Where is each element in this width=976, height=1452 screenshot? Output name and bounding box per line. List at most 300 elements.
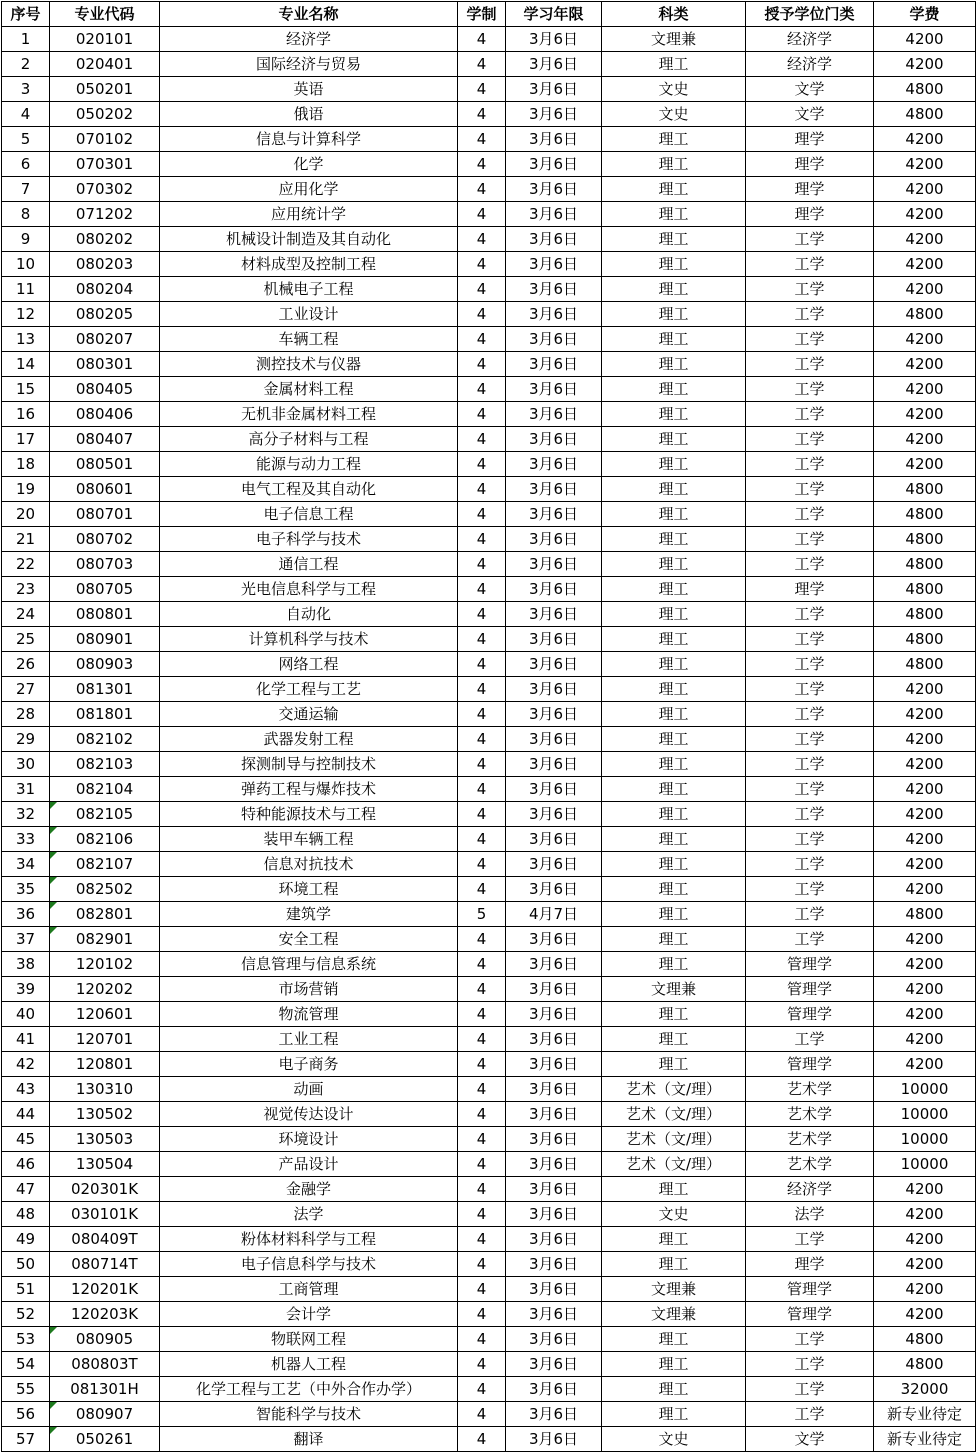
cell-degree: 文学 bbox=[746, 102, 874, 127]
cell-category: 理工 bbox=[602, 877, 746, 902]
cell-name: 工商管理 bbox=[160, 1277, 458, 1302]
cell-fee: 4200 bbox=[874, 127, 976, 152]
cell-code: 120202 bbox=[50, 977, 160, 1002]
cell-category: 理工 bbox=[602, 752, 746, 777]
table-row bbox=[2, 527, 976, 552]
table-row bbox=[2, 1352, 976, 1377]
cell-years: 4 bbox=[458, 927, 506, 952]
cell-name: 环境工程 bbox=[160, 877, 458, 902]
cell-years: 4 bbox=[458, 302, 506, 327]
table-row bbox=[2, 1027, 976, 1052]
cell-code: 120701 bbox=[50, 1027, 160, 1052]
cell-span: 4月7日 bbox=[506, 902, 602, 927]
table-row bbox=[2, 1252, 976, 1277]
cell-no: 27 bbox=[2, 677, 50, 702]
header-fee: 学费 bbox=[874, 2, 976, 27]
cell-name: 金属材料工程 bbox=[160, 377, 458, 402]
cell-no: 35 bbox=[2, 877, 50, 902]
cell-no: 16 bbox=[2, 402, 50, 427]
cell-span: 3月6日 bbox=[506, 327, 602, 352]
cell-code: 130503 bbox=[50, 1127, 160, 1152]
cell-degree: 理学 bbox=[746, 1252, 874, 1277]
table-row bbox=[2, 1127, 976, 1152]
cell-years: 4 bbox=[458, 527, 506, 552]
cell-span: 3月6日 bbox=[506, 127, 602, 152]
cell-no: 28 bbox=[2, 702, 50, 727]
header-years: 学制 bbox=[458, 2, 506, 27]
cell-span: 3月6日 bbox=[506, 1277, 602, 1302]
cell-category: 理工 bbox=[602, 177, 746, 202]
table-row bbox=[2, 52, 976, 77]
cell-span: 3月6日 bbox=[506, 1377, 602, 1402]
cell-fee: 10000 bbox=[874, 1102, 976, 1127]
table-row bbox=[2, 577, 976, 602]
cell-degree: 工学 bbox=[746, 702, 874, 727]
cell-fee: 4800 bbox=[874, 77, 976, 102]
cell-no: 32 bbox=[2, 802, 50, 827]
cell-category: 理工 bbox=[602, 602, 746, 627]
cell-span: 3月6日 bbox=[506, 802, 602, 827]
cell-no: 19 bbox=[2, 477, 50, 502]
cell-years: 4 bbox=[458, 1352, 506, 1377]
cell-code: 080409T bbox=[50, 1227, 160, 1252]
cell-code: 082502 bbox=[50, 877, 160, 902]
cell-degree: 文学 bbox=[746, 77, 874, 102]
cell-no: 7 bbox=[2, 177, 50, 202]
cell-degree: 工学 bbox=[746, 677, 874, 702]
cell-code: 070301 bbox=[50, 152, 160, 177]
cell-fee: 4800 bbox=[874, 652, 976, 677]
cell-category: 理工 bbox=[602, 1377, 746, 1402]
cell-no: 4 bbox=[2, 102, 50, 127]
cell-span: 3月6日 bbox=[506, 377, 602, 402]
cell-code: 070102 bbox=[50, 127, 160, 152]
cell-fee: 4200 bbox=[874, 52, 976, 77]
cell-code: 080205 bbox=[50, 302, 160, 327]
cell-span: 3月6日 bbox=[506, 1052, 602, 1077]
table-row bbox=[2, 1402, 976, 1427]
cell-name: 通信工程 bbox=[160, 552, 458, 577]
cell-code: 082801 bbox=[50, 902, 160, 927]
table-row bbox=[2, 402, 976, 427]
cell-span: 3月6日 bbox=[506, 627, 602, 652]
table-row bbox=[2, 327, 976, 352]
cell-no: 1 bbox=[2, 27, 50, 52]
cell-no: 11 bbox=[2, 277, 50, 302]
cell-years: 4 bbox=[458, 802, 506, 827]
cell-fee: 4200 bbox=[874, 802, 976, 827]
cell-fee: 4200 bbox=[874, 177, 976, 202]
cell-fee: 4200 bbox=[874, 1002, 976, 1027]
cell-name: 化学工程与工艺 bbox=[160, 677, 458, 702]
cell-code: 080405 bbox=[50, 377, 160, 402]
cell-category: 理工 bbox=[602, 802, 746, 827]
cell-span: 3月6日 bbox=[506, 352, 602, 377]
cell-no: 38 bbox=[2, 952, 50, 977]
cell-degree: 工学 bbox=[746, 552, 874, 577]
cell-years: 4 bbox=[458, 327, 506, 352]
cell-category: 理工 bbox=[602, 402, 746, 427]
cell-code: 130310 bbox=[50, 1077, 160, 1102]
cell-category: 文史 bbox=[602, 1427, 746, 1452]
cell-code: 050261 bbox=[50, 1427, 160, 1452]
cell-span: 3月6日 bbox=[506, 1252, 602, 1277]
table-row bbox=[2, 152, 976, 177]
cell-years: 4 bbox=[458, 1227, 506, 1252]
cell-name: 工业设计 bbox=[160, 302, 458, 327]
cell-fee: 4200 bbox=[874, 702, 976, 727]
cell-years: 4 bbox=[458, 52, 506, 77]
cell-no: 50 bbox=[2, 1252, 50, 1277]
cell-fee: 4200 bbox=[874, 927, 976, 952]
cell-years: 4 bbox=[458, 877, 506, 902]
cell-name: 应用化学 bbox=[160, 177, 458, 202]
cell-degree: 艺术学 bbox=[746, 1077, 874, 1102]
table-row bbox=[2, 552, 976, 577]
cell-name: 特种能源技术与工程 bbox=[160, 802, 458, 827]
header-code: 专业代码 bbox=[50, 2, 160, 27]
cell-years: 4 bbox=[458, 1202, 506, 1227]
cell-name: 测控技术与仪器 bbox=[160, 352, 458, 377]
cell-code: 081301H bbox=[50, 1377, 160, 1402]
cell-fee: 4200 bbox=[874, 727, 976, 752]
cell-category: 理工 bbox=[602, 1252, 746, 1277]
cell-code: 120203K bbox=[50, 1302, 160, 1327]
cell-years: 4 bbox=[458, 552, 506, 577]
cell-name: 翻译 bbox=[160, 1427, 458, 1452]
cell-degree: 艺术学 bbox=[746, 1152, 874, 1177]
cell-degree: 工学 bbox=[746, 877, 874, 902]
cell-span: 3月6日 bbox=[506, 402, 602, 427]
cell-code: 080703 bbox=[50, 552, 160, 577]
cell-fee: 4200 bbox=[874, 852, 976, 877]
cell-span: 3月6日 bbox=[506, 1027, 602, 1052]
cell-no: 17 bbox=[2, 427, 50, 452]
cell-no: 56 bbox=[2, 1402, 50, 1427]
cell-category: 理工 bbox=[602, 652, 746, 677]
cell-code: 082106 bbox=[50, 827, 160, 852]
cell-span: 3月6日 bbox=[506, 677, 602, 702]
cell-fee: 4800 bbox=[874, 477, 976, 502]
cell-degree: 理学 bbox=[746, 127, 874, 152]
cell-name: 法学 bbox=[160, 1202, 458, 1227]
cell-code: 082104 bbox=[50, 777, 160, 802]
cell-span: 3月6日 bbox=[506, 477, 602, 502]
cell-code: 080714T bbox=[50, 1252, 160, 1277]
cell-degree: 工学 bbox=[746, 902, 874, 927]
cell-span: 3月6日 bbox=[506, 927, 602, 952]
cell-years: 4 bbox=[458, 1152, 506, 1177]
cell-years: 4 bbox=[458, 852, 506, 877]
cell-fee: 4200 bbox=[874, 377, 976, 402]
cell-name: 无机非金属材料工程 bbox=[160, 402, 458, 427]
cell-code: 080204 bbox=[50, 277, 160, 302]
cell-code: 080903 bbox=[50, 652, 160, 677]
cell-fee: 4800 bbox=[874, 577, 976, 602]
cell-category: 理工 bbox=[602, 1352, 746, 1377]
cell-fee: 4200 bbox=[874, 202, 976, 227]
cell-name: 英语 bbox=[160, 77, 458, 102]
cell-fee: 4200 bbox=[874, 427, 976, 452]
cell-span: 3月6日 bbox=[506, 552, 602, 577]
cell-category: 文史 bbox=[602, 77, 746, 102]
cell-name: 计算机科学与技术 bbox=[160, 627, 458, 652]
cell-name: 化学工程与工艺（中外合作办学） bbox=[160, 1377, 458, 1402]
cell-years: 4 bbox=[458, 827, 506, 852]
cell-years: 4 bbox=[458, 1177, 506, 1202]
cell-span: 3月6日 bbox=[506, 952, 602, 977]
cell-code: 020301K bbox=[50, 1177, 160, 1202]
cell-span: 3月6日 bbox=[506, 1152, 602, 1177]
table-row bbox=[2, 677, 976, 702]
cell-span: 3月6日 bbox=[506, 852, 602, 877]
cell-span: 3月6日 bbox=[506, 177, 602, 202]
cell-category: 理工 bbox=[602, 502, 746, 527]
table-row bbox=[2, 1327, 976, 1352]
table-row bbox=[2, 1002, 976, 1027]
cell-code: 050202 bbox=[50, 102, 160, 127]
cell-name: 装甲车辆工程 bbox=[160, 827, 458, 852]
cell-name: 应用统计学 bbox=[160, 202, 458, 227]
cell-years: 4 bbox=[458, 277, 506, 302]
cell-no: 57 bbox=[2, 1427, 50, 1452]
table-row bbox=[2, 952, 976, 977]
table-row bbox=[2, 852, 976, 877]
cell-degree: 工学 bbox=[746, 802, 874, 827]
cell-name: 动画 bbox=[160, 1077, 458, 1102]
cell-category: 文史 bbox=[602, 1202, 746, 1227]
table-row bbox=[2, 727, 976, 752]
cell-no: 13 bbox=[2, 327, 50, 352]
table-row bbox=[2, 77, 976, 102]
cell-category: 艺术（文/理） bbox=[602, 1102, 746, 1127]
table-row bbox=[2, 927, 976, 952]
cell-code: 130502 bbox=[50, 1102, 160, 1127]
cell-years: 4 bbox=[458, 702, 506, 727]
cell-code: 080702 bbox=[50, 527, 160, 552]
cell-degree: 工学 bbox=[746, 352, 874, 377]
cell-span: 3月6日 bbox=[506, 1402, 602, 1427]
cell-name: 机器人工程 bbox=[160, 1352, 458, 1377]
cell-code: 050201 bbox=[50, 77, 160, 102]
cell-fee: 10000 bbox=[874, 1077, 976, 1102]
cell-years: 4 bbox=[458, 752, 506, 777]
table-row bbox=[2, 1427, 976, 1452]
table-row bbox=[2, 177, 976, 202]
cell-years: 4 bbox=[458, 1327, 506, 1352]
header-no: 序号 bbox=[2, 2, 50, 27]
cell-code: 080803T bbox=[50, 1352, 160, 1377]
cell-fee: 4200 bbox=[874, 952, 976, 977]
cell-years: 4 bbox=[458, 1377, 506, 1402]
cell-years: 4 bbox=[458, 577, 506, 602]
cell-no: 48 bbox=[2, 1202, 50, 1227]
cell-fee: 4200 bbox=[874, 1227, 976, 1252]
cell-no: 37 bbox=[2, 927, 50, 952]
cell-category: 理工 bbox=[602, 627, 746, 652]
cell-fee: 4800 bbox=[874, 527, 976, 552]
cell-years: 4 bbox=[458, 952, 506, 977]
cell-category: 理工 bbox=[602, 327, 746, 352]
cell-degree: 理学 bbox=[746, 152, 874, 177]
table-row bbox=[2, 1152, 976, 1177]
header-name: 专业名称 bbox=[160, 2, 458, 27]
cell-years: 4 bbox=[458, 377, 506, 402]
cell-category: 理工 bbox=[602, 1052, 746, 1077]
cell-fee: 4800 bbox=[874, 602, 976, 627]
cell-no: 41 bbox=[2, 1027, 50, 1052]
cell-degree: 工学 bbox=[746, 852, 874, 877]
cell-category: 理工 bbox=[602, 527, 746, 552]
cell-category: 理工 bbox=[602, 252, 746, 277]
cell-degree: 工学 bbox=[746, 1327, 874, 1352]
cell-fee: 4200 bbox=[874, 977, 976, 1002]
cell-span: 3月6日 bbox=[506, 102, 602, 127]
cell-code: 080601 bbox=[50, 477, 160, 502]
cell-category: 理工 bbox=[602, 227, 746, 252]
cell-no: 44 bbox=[2, 1102, 50, 1127]
cell-code: 082105 bbox=[50, 802, 160, 827]
table-row bbox=[2, 252, 976, 277]
cell-category: 理工 bbox=[602, 902, 746, 927]
table-row bbox=[2, 877, 976, 902]
cell-code: 080207 bbox=[50, 327, 160, 352]
cell-no: 39 bbox=[2, 977, 50, 1002]
cell-no: 5 bbox=[2, 127, 50, 152]
cell-degree: 工学 bbox=[746, 627, 874, 652]
cell-code: 080406 bbox=[50, 402, 160, 427]
cell-degree: 工学 bbox=[746, 777, 874, 802]
cell-years: 4 bbox=[458, 1127, 506, 1152]
cell-years: 4 bbox=[458, 727, 506, 752]
cell-years: 4 bbox=[458, 977, 506, 1002]
table-row bbox=[2, 27, 976, 52]
cell-degree: 工学 bbox=[746, 227, 874, 252]
cell-degree: 文学 bbox=[746, 1427, 874, 1452]
cell-span: 3月6日 bbox=[506, 77, 602, 102]
cell-name: 自动化 bbox=[160, 602, 458, 627]
cell-no: 30 bbox=[2, 752, 50, 777]
cell-code: 080407 bbox=[50, 427, 160, 452]
cell-no: 21 bbox=[2, 527, 50, 552]
cell-no: 22 bbox=[2, 552, 50, 577]
cell-code: 081301 bbox=[50, 677, 160, 702]
cell-years: 4 bbox=[458, 177, 506, 202]
cell-degree: 理学 bbox=[746, 202, 874, 227]
cell-no: 3 bbox=[2, 77, 50, 102]
cell-code: 080202 bbox=[50, 227, 160, 252]
cell-name: 电子信息科学与技术 bbox=[160, 1252, 458, 1277]
cell-category: 理工 bbox=[602, 277, 746, 302]
cell-code: 130504 bbox=[50, 1152, 160, 1177]
cell-span: 3月6日 bbox=[506, 527, 602, 552]
cell-name: 信息对抗技术 bbox=[160, 852, 458, 877]
cell-years: 4 bbox=[458, 102, 506, 127]
cell-category: 理工 bbox=[602, 427, 746, 452]
cell-span: 3月6日 bbox=[506, 1302, 602, 1327]
table-row bbox=[2, 202, 976, 227]
cell-years: 4 bbox=[458, 202, 506, 227]
cell-name: 电子科学与技术 bbox=[160, 527, 458, 552]
cell-degree: 工学 bbox=[746, 527, 874, 552]
cell-fee: 4200 bbox=[874, 1177, 976, 1202]
cell-degree: 经济学 bbox=[746, 1177, 874, 1202]
cell-fee: 10000 bbox=[874, 1127, 976, 1152]
cell-degree: 工学 bbox=[746, 1027, 874, 1052]
cell-degree: 管理学 bbox=[746, 1277, 874, 1302]
cell-span: 3月6日 bbox=[506, 727, 602, 752]
cell-fee: 4200 bbox=[874, 752, 976, 777]
cell-fee: 4800 bbox=[874, 302, 976, 327]
cell-category: 文理兼 bbox=[602, 1302, 746, 1327]
table-row bbox=[2, 827, 976, 852]
cell-category: 文理兼 bbox=[602, 1277, 746, 1302]
cell-degree: 经济学 bbox=[746, 52, 874, 77]
cell-category: 理工 bbox=[602, 677, 746, 702]
cell-name: 机械电子工程 bbox=[160, 277, 458, 302]
cell-degree: 工学 bbox=[746, 752, 874, 777]
cell-no: 40 bbox=[2, 1002, 50, 1027]
cell-fee: 4200 bbox=[874, 827, 976, 852]
header-row bbox=[2, 2, 976, 27]
cell-no: 18 bbox=[2, 452, 50, 477]
cell-years: 4 bbox=[458, 352, 506, 377]
table-row bbox=[2, 1377, 976, 1402]
cell-name: 化学 bbox=[160, 152, 458, 177]
cell-degree: 工学 bbox=[746, 302, 874, 327]
cell-category: 理工 bbox=[602, 352, 746, 377]
header-degree: 授予学位门类 bbox=[746, 2, 874, 27]
cell-span: 3月6日 bbox=[506, 877, 602, 902]
cell-no: 14 bbox=[2, 352, 50, 377]
cell-code: 082107 bbox=[50, 852, 160, 877]
cell-fee: 4200 bbox=[874, 1277, 976, 1302]
cell-years: 4 bbox=[458, 1027, 506, 1052]
cell-code: 081801 bbox=[50, 702, 160, 727]
cell-no: 12 bbox=[2, 302, 50, 327]
table-row bbox=[2, 902, 976, 927]
cell-fee: 新专业待定 bbox=[874, 1402, 976, 1427]
cell-fee: 4200 bbox=[874, 1252, 976, 1277]
table-row bbox=[2, 1102, 976, 1127]
cell-no: 15 bbox=[2, 377, 50, 402]
cell-span: 3月6日 bbox=[506, 302, 602, 327]
cell-category: 理工 bbox=[602, 302, 746, 327]
cell-degree: 工学 bbox=[746, 727, 874, 752]
cell-no: 26 bbox=[2, 652, 50, 677]
cell-years: 4 bbox=[458, 1427, 506, 1452]
cell-span: 3月6日 bbox=[506, 577, 602, 602]
cell-name: 俄语 bbox=[160, 102, 458, 127]
cell-fee: 4200 bbox=[874, 402, 976, 427]
cell-name: 经济学 bbox=[160, 27, 458, 52]
cell-span: 3月6日 bbox=[506, 1002, 602, 1027]
cell-span: 3月6日 bbox=[506, 1227, 602, 1252]
cell-name: 金融学 bbox=[160, 1177, 458, 1202]
cell-category: 艺术（文/理） bbox=[602, 1077, 746, 1102]
cell-code: 080907 bbox=[50, 1402, 160, 1427]
cell-fee: 4200 bbox=[874, 352, 976, 377]
table-row bbox=[2, 1177, 976, 1202]
cell-span: 3月6日 bbox=[506, 702, 602, 727]
table-row bbox=[2, 802, 976, 827]
cell-fee: 4800 bbox=[874, 502, 976, 527]
table-row bbox=[2, 702, 976, 727]
cell-years: 4 bbox=[458, 602, 506, 627]
cell-category: 艺术（文/理） bbox=[602, 1152, 746, 1177]
cell-name: 物联网工程 bbox=[160, 1327, 458, 1352]
cell-years: 4 bbox=[458, 252, 506, 277]
